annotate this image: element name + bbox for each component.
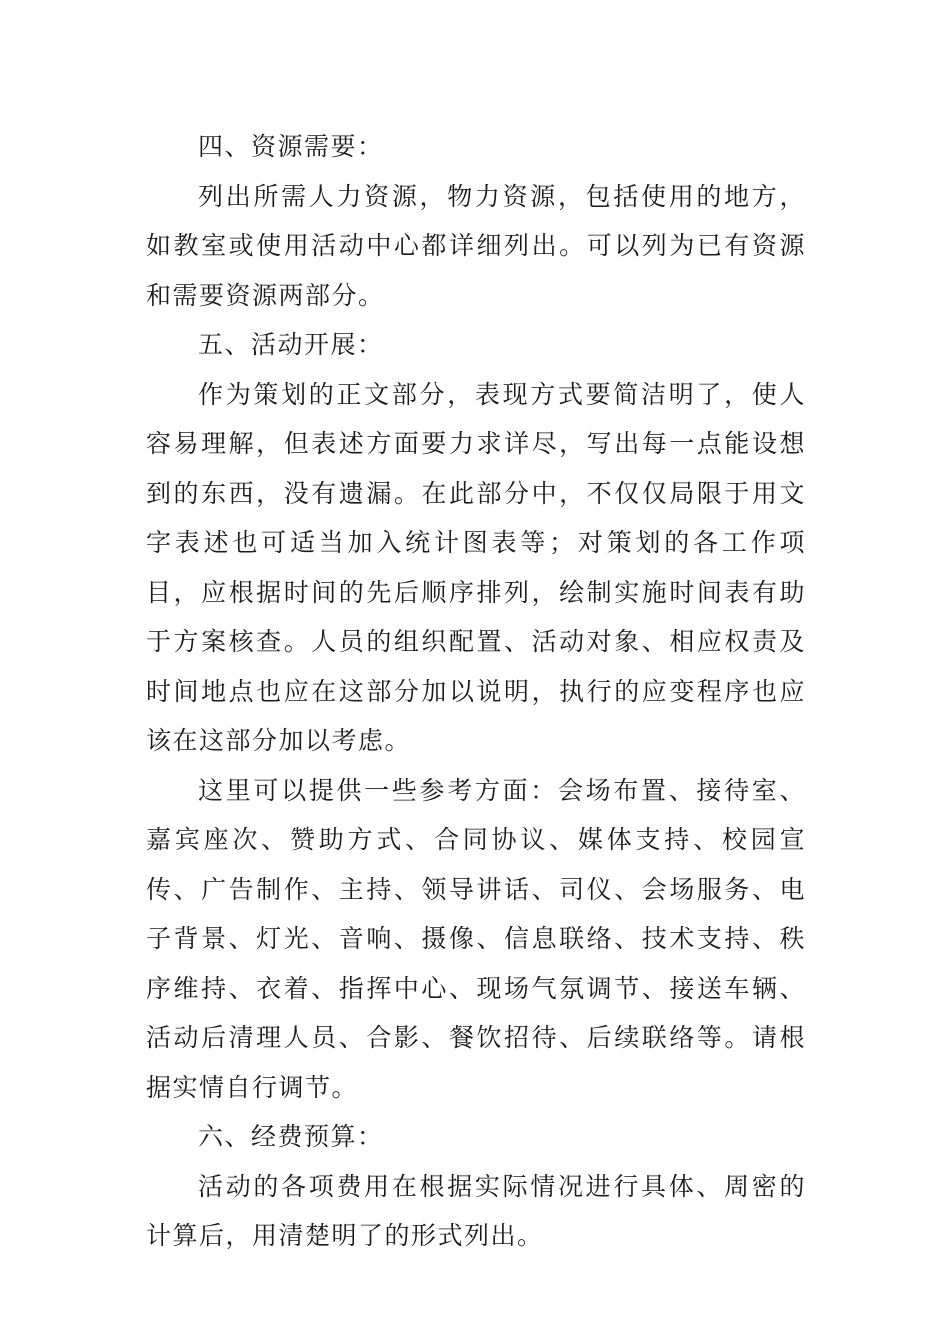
paragraph-activity-reference: 这里可以提供一些参考方面：会场布置、接待室、嘉宾座次、赞助方式、合同协议、媒体支持、校园宣传、广告制作、主持、领导讲话、司仪、会场服务、电子背景、灯光、音响、摄像、信息联络、技术支持、秩序维持、衣着、指挥中心、现场气氛调节、接送车辆、活动后清理人员、合影、餐饮招待、后续联络等。请根据实情自行调节。 — [146, 775, 806, 1102]
paragraph-budget: 活动的各项费用在根据实际情况进行具体、周密的计算后，用清楚明了的形式列出。 — [146, 1171, 806, 1250]
section-heading-resources: 四、资源需要： — [198, 132, 384, 161]
paragraph-resources: 列出所需人力资源，物力资源，包括使用的地方，如教室或使用活动中心都详细列出。可以列为已有资源和需要资源两部分。 — [146, 181, 806, 310]
paragraph-activity-main: 作为策划的正文部分，表现方式要简洁明了，使人容易理解，但表述方面要力求详尽，写出每一点能设想到的东西，没有遗漏。在此部分中，不仅仅局限于用文字表述也可适当加入统计图表等；对策划的各工作项目，应根据时间的先后顺序排列，绘制实施时间表有助于方案核查。人员的组织配置、活动对象、相应权责及时间地点也应在这部分加以说明，执行的应变程序也应该在这部分加以考虑。 — [146, 379, 806, 755]
section-heading-activity: 五、活动开展： — [198, 330, 384, 359]
section-heading-budget: 六、经费预算： — [198, 1122, 384, 1151]
document-body — [146, 122, 806, 1261]
